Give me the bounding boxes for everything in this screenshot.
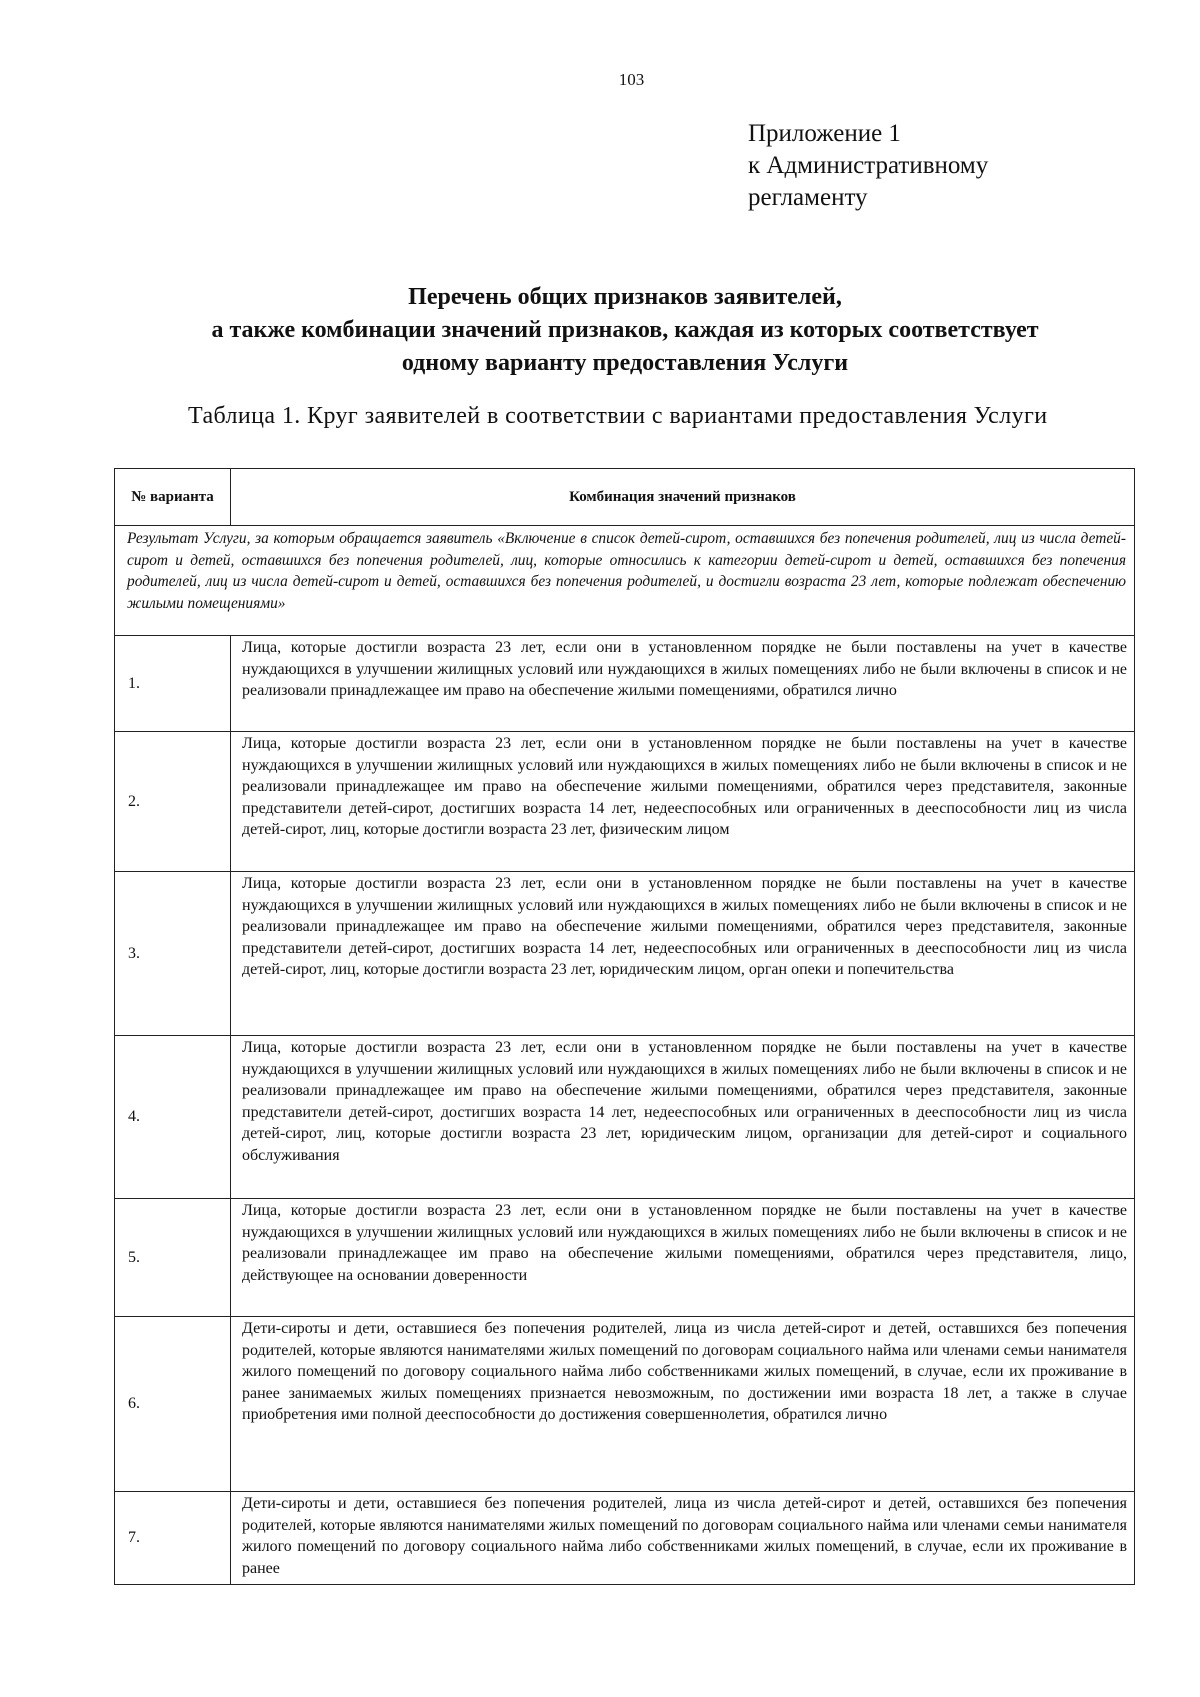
result-row (115, 526, 1135, 636)
table-row (115, 872, 1135, 1036)
table-row (115, 1317, 1135, 1492)
appendix-line: регламенту (748, 184, 868, 211)
document-heading (115, 281, 1135, 380)
appendix-note (748, 118, 988, 214)
variant-number: 5. (115, 1199, 231, 1317)
table-row (115, 636, 1135, 732)
variant-description: Лица, которые достигли возраста 23 лет, если они в установленном порядке не были поставлены на учет в качестве нуждающихся в улучшении жилищных условий или нуждающихся в жилых помещениях либо не были включены в список и не реализовали принадлежащее им право на обеспечение жилыми помещениями, обратился через представителя, лицо, действующее на основании доверенности (231, 1199, 1135, 1317)
table-row (115, 1036, 1135, 1199)
applicants-table (114, 468, 1135, 1585)
variant-description: Лица, которые достигли возраста 23 лет, если они в установленном порядке не были поставлены на учет в качестве нуждающихся в улучшении жилищных условий или нуждающихся в жилых помещениях либо не были включены в список и не реализовали принадлежащее им право на обеспечение жилыми помещениями, обратился через представителя, законные представители детей-сирот, достигших возраста 14 лет, недееспособных или ограниченных в дееспособности лиц из числа детей-сирот, лиц, которые достигли возраста 23 лет, юридическим лицом, организации для детей-сирот и социального обслуживания (231, 1036, 1135, 1199)
page-number: 103 (618, 70, 645, 89)
variant-description: Дети-сироты и дети, оставшиеся без попечения родителей, лица из числа детей-сирот и детей, оставшихся без попечения родителей, которые являются нанимателями жилых помещений по договорам социального найма или членами семьи нанимателя жилого помещений по договору социального найма либо собственниками жилых помещений, в случае, если их проживание в ранее (231, 1492, 1135, 1585)
table-row (115, 732, 1135, 872)
table-caption: Таблица 1. Круг заявителей в соответствии с вариантами предоставления Услуги (188, 403, 1048, 429)
appendix-line: к Административному (748, 152, 989, 179)
heading-line: Перечень общих признаков заявителей, (408, 284, 842, 310)
variant-number: 2. (115, 732, 231, 872)
table-header-row (115, 469, 1135, 526)
heading-line: одному варианту предоставления Услуги (401, 350, 849, 376)
variant-number: 6. (115, 1317, 231, 1492)
result-description: Результат Услуги, за которым обращается заявитель «Включение в список детей-сирот, оставшихся без попечения родителей, лиц из числа детей-сирот и детей, оставшихся без попечения родителей, лиц, которые относились к категории детей-сирот и детей, оставшихся без попечения родителей, лиц из числа детей-сирот и детей, оставшихся без попечения родителей, и достигли возраста 23 лет, которые подлежат обеспечению жилыми помещениями» (115, 526, 1135, 636)
variant-description: Лица, которые достигли возраста 23 лет, если они в установленном порядке не были поставлены на учет в качестве нуждающихся в улучшении жилищных условий или нуждающихся в жилых помещениях либо не были включены в список и не реализовали принадлежащее им право на обеспечение жилыми помещениями, обратился лично (231, 636, 1135, 732)
variant-number: 3. (115, 872, 231, 1036)
variant-number: 7. (115, 1492, 231, 1585)
header-combination: Комбинация значений признаков (231, 469, 1135, 526)
variant-number: 4. (115, 1036, 231, 1199)
appendix-line: Приложение 1 (748, 120, 901, 147)
table-row (115, 1492, 1135, 1585)
variant-description: Лица, которые достигли возраста 23 лет, если они в установленном порядке не были поставлены на учет в качестве нуждающихся в улучшении жилищных условий или нуждающихся в жилых помещениях либо не были включены в список и не реализовали принадлежащее им право на обеспечение жилыми помещениями, обратился через представителя, законные представители детей-сирот, достигших возраста 14 лет, недееспособных или ограниченных в дееспособности лиц из числа детей-сирот, лиц, которые достигли возраста 23 лет, юридическим лицом, орган опеки и попечительства (231, 872, 1135, 1036)
variant-description: Дети-сироты и дети, оставшиеся без попечения родителей, лица из числа детей-сирот и детей, оставшихся без попечения родителей, которые являются нанимателями жилых помещений по договорам социального найма или членами семьи нанимателя жилого помещений по договору социального найма либо собственниками жилых помещений, в случае, если их проживание в ранее занимаемых жилых помещениях признается невозможным, по достижении ими возраста 18 лет, а также в случае приобретения ими полной дееспособности до достижения совершеннолетия, обратился лично (231, 1317, 1135, 1492)
table-row (115, 1199, 1135, 1317)
variant-number: 1. (115, 636, 231, 732)
variant-description: Лица, которые достигли возраста 23 лет, если они в установленном порядке не были поставлены на учет в качестве нуждающихся в улучшении жилищных условий или нуждающихся в жилых помещениях либо не были включены в список и не реализовали принадлежащее им право на обеспечение жилыми помещениями, обратился через представителя, законные представители детей-сирот, достигших возраста 14 лет, недееспособных или ограниченных в дееспособности лиц из числа детей-сирот, лиц, которые достигли возраста 23 лет, физическим лицом (231, 732, 1135, 872)
heading-line: а также комбинации значений признаков, каждая из которых соответствует (211, 317, 1039, 343)
header-variant-number: № варианта (115, 469, 231, 526)
